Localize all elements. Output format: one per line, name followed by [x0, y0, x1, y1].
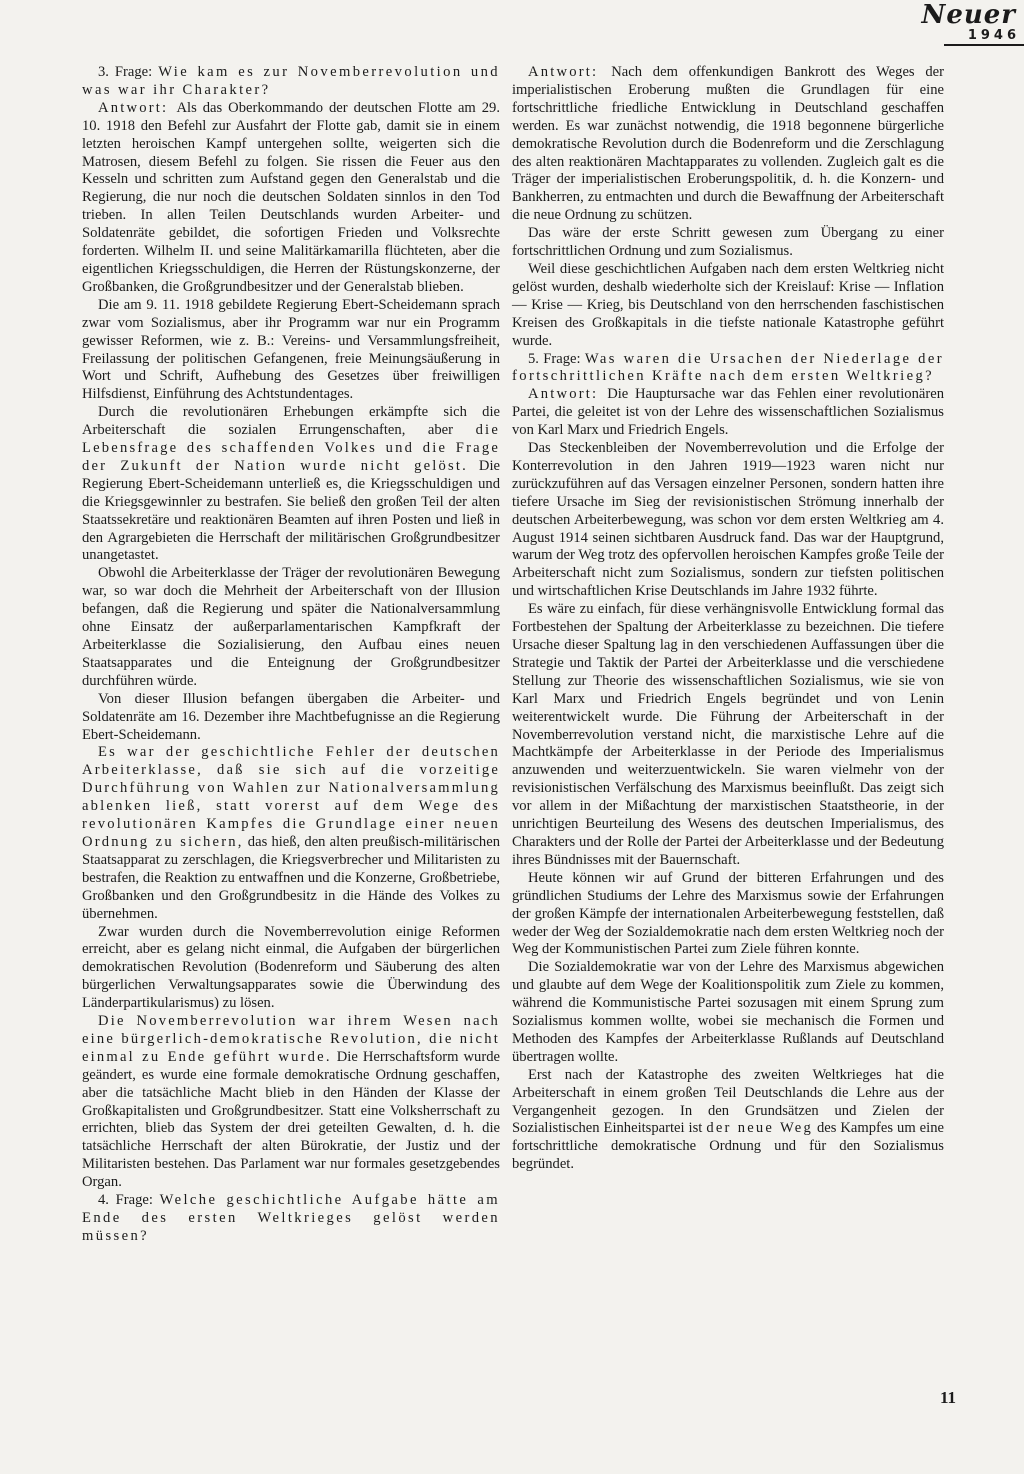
emphasized-text: Die Novemberrevolution war ihrem Wesen nach eine bürgerlich-demokratische Revolution, die nicht einmal zu Ende geführt wurde.	[82, 1013, 500, 1065]
question-heading	[82, 64, 500, 100]
paragraph: Die Sozialdemokratie war von der Lehre des Marxismus abgewichen und glaubte auf dem Wege der Koalitionspolitik zum Ziele zu kommen, während die Kommunistische Partei sozusagen mit einem Sprung zum Sozialismus kommen wollte, wobei sie mechanisch die Formen und Methoden des Kampfes der Arbeiterklasse Rußlands auf Deutschland übertragen wollte.	[512, 959, 944, 1065]
answer-paragraph	[82, 100, 500, 297]
page-number: 11	[940, 1388, 957, 1407]
emphasized-text: die Lebensfrage des schaffenden Volkes und die Frage der Zukunft der Nation wurde nicht gelöst.	[82, 422, 500, 474]
paragraph-text: Durch die revolutionären Erhebungen erkämpfte sich die Arbeiterschaft die sozialen Errungenschaften, aber	[82, 404, 500, 439]
emphasized-text: der neue Weg	[706, 1120, 813, 1137]
paragraph: Das wäre der erste Schritt gewesen zum Übergang zu einer fortschrittlichen Ordnung und zum Sozialismus.	[512, 225, 944, 260]
paragraph-text: das hieß, den alten preußisch-militärischen Staatsapparat zu zerschlagen, die Kriegsverbrecher und Militaristen zu bestrafen, die Reaktion zu entwaffnen und die Konzerne, Großbetriebe, Großbanken und den Großgrundbesitz in die Hände des Volkes zu übernehmen.	[82, 833, 500, 922]
question-text: Wie kam es zur Novemberrevolution und was war ihr Charakter?	[82, 64, 500, 98]
answer-label: Antwort:	[528, 64, 612, 80]
paragraph-text: des Kampfes um eine fortschrittliche demokratische Ordnung und für den Sozialismus begründet.	[512, 1120, 944, 1173]
answer-text: Die Hauptursache war das Fehlen einer revolutionären Partei, die geleitet ist von der Lehre des wissenschaftlichen Sozialismus von Karl Marx und Friedrich Engels.	[512, 386, 944, 439]
answer-paragraph	[512, 64, 944, 225]
paragraph	[82, 404, 500, 565]
right-column	[512, 64, 944, 1174]
paragraph	[82, 1013, 500, 1192]
question-text: Was waren die Ursachen der Niederlage der fortschrittlichen Kräfte nach dem ersten Weltkrieg?	[512, 350, 944, 385]
paragraph: Obwohl die Arbeiterklasse der Träger der revolutionären Bewegung war, so war doch die Mehrheit der Arbeiterschaft von der Illusion befangen, daß die Regierung und später die Nationalversammlung ohne Einsatz der außerparlamentarischen Kampfkraft der Arbeiterklasse die Sozialisierung, den Aufbau eines neuen Staatsapparates und die Enteignung der Großgrundbesitzer durchführen würde.	[82, 565, 500, 689]
issue-year: 1946	[967, 28, 1020, 43]
paragraph	[82, 744, 500, 923]
question-heading	[82, 1192, 500, 1246]
paragraph-text: Erst nach der Katastrophe des zweiten Weltkrieges hat die Arbeiterschaft in einem großen Teil Deutschlands die Lehre aus der Vergangenheit gezogen. In den Grundsätzen und Zielen der Sozialistischen Einheitspartei ist	[512, 1066, 944, 1137]
question-heading	[512, 351, 944, 387]
paragraph	[512, 1067, 944, 1174]
answer-text: Nach dem offenkundigen Bankrott des Weges der imperialistischen Eroberung mußten die Grundlagen für eine fortschrittliche friedliche Entwicklung in Deutschland geschaffen werden. Es war zunächst notwendig, die 1918 begonnene bürgerliche demokratische Revolution durch die Bodenreform und die Zerschlagung des alten reaktionären Machtapparates zu vollenden. Zugleich galt es die Träger der imperialistischen Eroberungspolitik, d. h. die Konzern- und Bankherren, zu entmachten und durch die Bewaffnung der Arbeiterschaft die neue Ordnung zu schützen.	[512, 64, 944, 224]
paragraph: Zwar wurden durch die Novemberrevolution einige Reformen erreicht, aber es gelang nicht einmal, die Aufgaben der bürgerlichen demokratischen Revolution (Bodenreform und Säuberung des alten bürgerlichen Verwaltungsapparates sowie die Überwindung des Länderpartikularismus) zu lösen.	[82, 923, 500, 1012]
paragraph: Heute können wir auf Grund der bitteren Erfahrungen und des gründlichen Studiums der Lehre des Marxismus sowie der Erfahrungen der großen Kämpfe der internationalen Arbeiterbewegung feststellen, daß weder der Weg der Sozialdemokratie nach dem ersten Weltkrieg noch der Weg der Kommunistischen Partei zum Ziele führen konnte.	[512, 869, 944, 958]
paragraph-text: Die Regierung Ebert-Scheidemann unterließ es, die Kriegsschuldigen und die Kriegsgewinnler zu bestrafen. Sie beließ den großen Teil der alten Staatssekretäre und reaktionären Beamten auf ihren Posten und ließ in den Agrargebieten die Herrschaft der militärischen Großgrundbesitzer unangetastet.	[82, 457, 500, 564]
question-number: 4. Frage:	[98, 1192, 160, 1209]
left-column	[82, 64, 500, 1246]
header-rule	[944, 44, 1024, 46]
paragraph: Die am 9. 11. 1918 gebildete Regierung Ebert-Scheidemann sprach zwar vom Sozialismus, aber ihr Programm war nur ein Programm gewisser Reformen, wie z. B.: Vereins- und Versammlungsfreiheit, Freilassung der politischen Gefangenen, freie Meinungsäußerung in Wort und Schrift, Aufhebung des Gesetzes über freiwilligen Hilfsdienst, Einführung des Achtstundentages.	[82, 296, 500, 403]
paragraph-text: Die Herrschaftsform wurde geändert, es wurde eine formale demokratische Ordnung geschaffen, aber die tatsächliche Macht blieb in den Händen der Klasse der Großkapitalisten und Großgrundbesitzer. Statt eine Volksherrschaft zu errichten, blieb das System der drei geteilten Gewalten, d. h. die tatsächliche Herrschaft der alten Bürokratie, der Justiz und der Militaristen bestehen. Das Parlament war nur formales gesetzgebendes Organ.	[82, 1048, 500, 1191]
question-number: 5. Frage:	[528, 350, 585, 367]
question-text: Welche geschichtliche Aufgabe hätte am Ende des ersten Weltkrieges gelöst werden müssen?	[82, 1192, 500, 1244]
paragraph: Von dieser Illusion befangen übergaben die Arbeiter- und Soldatenräte am 16. Dezember ihre Machtbefugnisse an die Regierung Ebert-Scheidemann.	[82, 690, 500, 743]
emphasized-text: Es war der geschichtliche Fehler der deutschen Arbeiterklasse, daß sie sich auf die vorzeitige Durchführung von Wahlen zur Nationalversammlung ablenken ließ, statt vorerst auf dem Wege des revolutionären Kampfes die Grundlage einer neuen Ordnung zu sichern,	[82, 744, 500, 850]
answer-paragraph	[512, 386, 944, 440]
paragraph: Weil diese geschichtlichen Aufgaben nach dem ersten Weltkrieg nicht gelöst wurden, deshalb wiederholte sich der Kreislauf: Krise — Inflation — Krise — Krieg, bis Deutschland von den herrschenden faschistischen Kreisen des Großkapitals in die tiefste nationale Katastrophe geführt wurde.	[512, 260, 944, 349]
paragraph: Es wäre zu einfach, für diese verhängnisvolle Entwicklung formal das Fortbestehen der Spaltung der Arbeiterklasse zu bezeichnen. Die tiefere Ursache dieser Spaltung lag in den verschiedenen Auffassungen über die Strategie und Taktik der Partei der Arbeiterklasse und die verschiedene Stellung zur Theorie des wissenschaftlichen Sozialismus, wie sie von Karl Marx und Friedrich Engels begründet und von Lenin weiterentwickelt wurde. Die Führung der Arbeiterschaft in der Novemberrevolution verstand nicht, die marxistische Lehre auf die Machtkämpfe der Arbeiterklasse in der Periode des Imperialismus anzuwenden und weiterzuentwickeln. Sie waren vielmehr von der revisionistischen Verfälschung des Marxismus beeinflußt. Das zeigt sich vor allem in der Mißachtung der marxistischen Staatstheorie, in der unrichtigen Beurteilung des Wesens des deutschen Imperialismus, des Charakters und der Rolle der Partei der Arbeiterklasse und der Bedeutung ihres Bündnisses mit der Bauernschaft.	[512, 601, 944, 868]
answer-text: Als das Oberkommando der deutschen Flotte am 29. 10. 1918 den Befehl zur Ausfahrt der Flotte gab, damit sie in einem letzten heroischen Kampf untergehen sollte, weigerten sich die Matrosen, diesem Befehl zu folgen. Sie rissen die Feuer aus den Kesseln und schritten zum Aufstand gegen den Generalstab und die Regierung, die nur noch die deutschen Soldaten sinnlos in den Tod trieben. In allen Teilen Deutschlands wurden Arbeiter- und Soldatenräte gebildet, die sofortigen Frieden und Volksrechte forderten. Wilhelm II. und seine Malitärkamarilla flüchteten, aber die eigentlichen Kriegsschuldigen, die Herren der Rüstungskonzerne, der Großbanken, die Großgrundbesitzer und der Generalstab blieben.	[82, 99, 500, 295]
masthead-title: Neuer	[921, 0, 1016, 30]
paragraph: Das Steckenbleiben der Novemberrevolution und die Erfolge der Konterrevolution in den Jahren 1919—1923 waren nicht nur zurückzuführen auf das Versagen einzelner Personen, sondern hatten ihre tiefere Ursache im Sieg der revisionistischen Strömung innerhalb der deutschen Arbeiterbewegung, was schon vor dem ersten Weltkrieg am 4. August 1914 seinen sichtbaren Ausdruck fand. Das war der Hauptgrund, warum der Weg trotz des opfervollen heroischen Kampfes große Teile der Arbeiterschaft nicht zum Sozialismus, sondern zur tiefsten politischen und wirtschaftlichen Krise Deutschlands im Jahre 1932 führte.	[512, 440, 944, 600]
answer-label: Antwort:	[528, 386, 608, 403]
answer-label: Antwort:	[98, 99, 177, 116]
question-number: 3. Frage:	[98, 64, 159, 80]
